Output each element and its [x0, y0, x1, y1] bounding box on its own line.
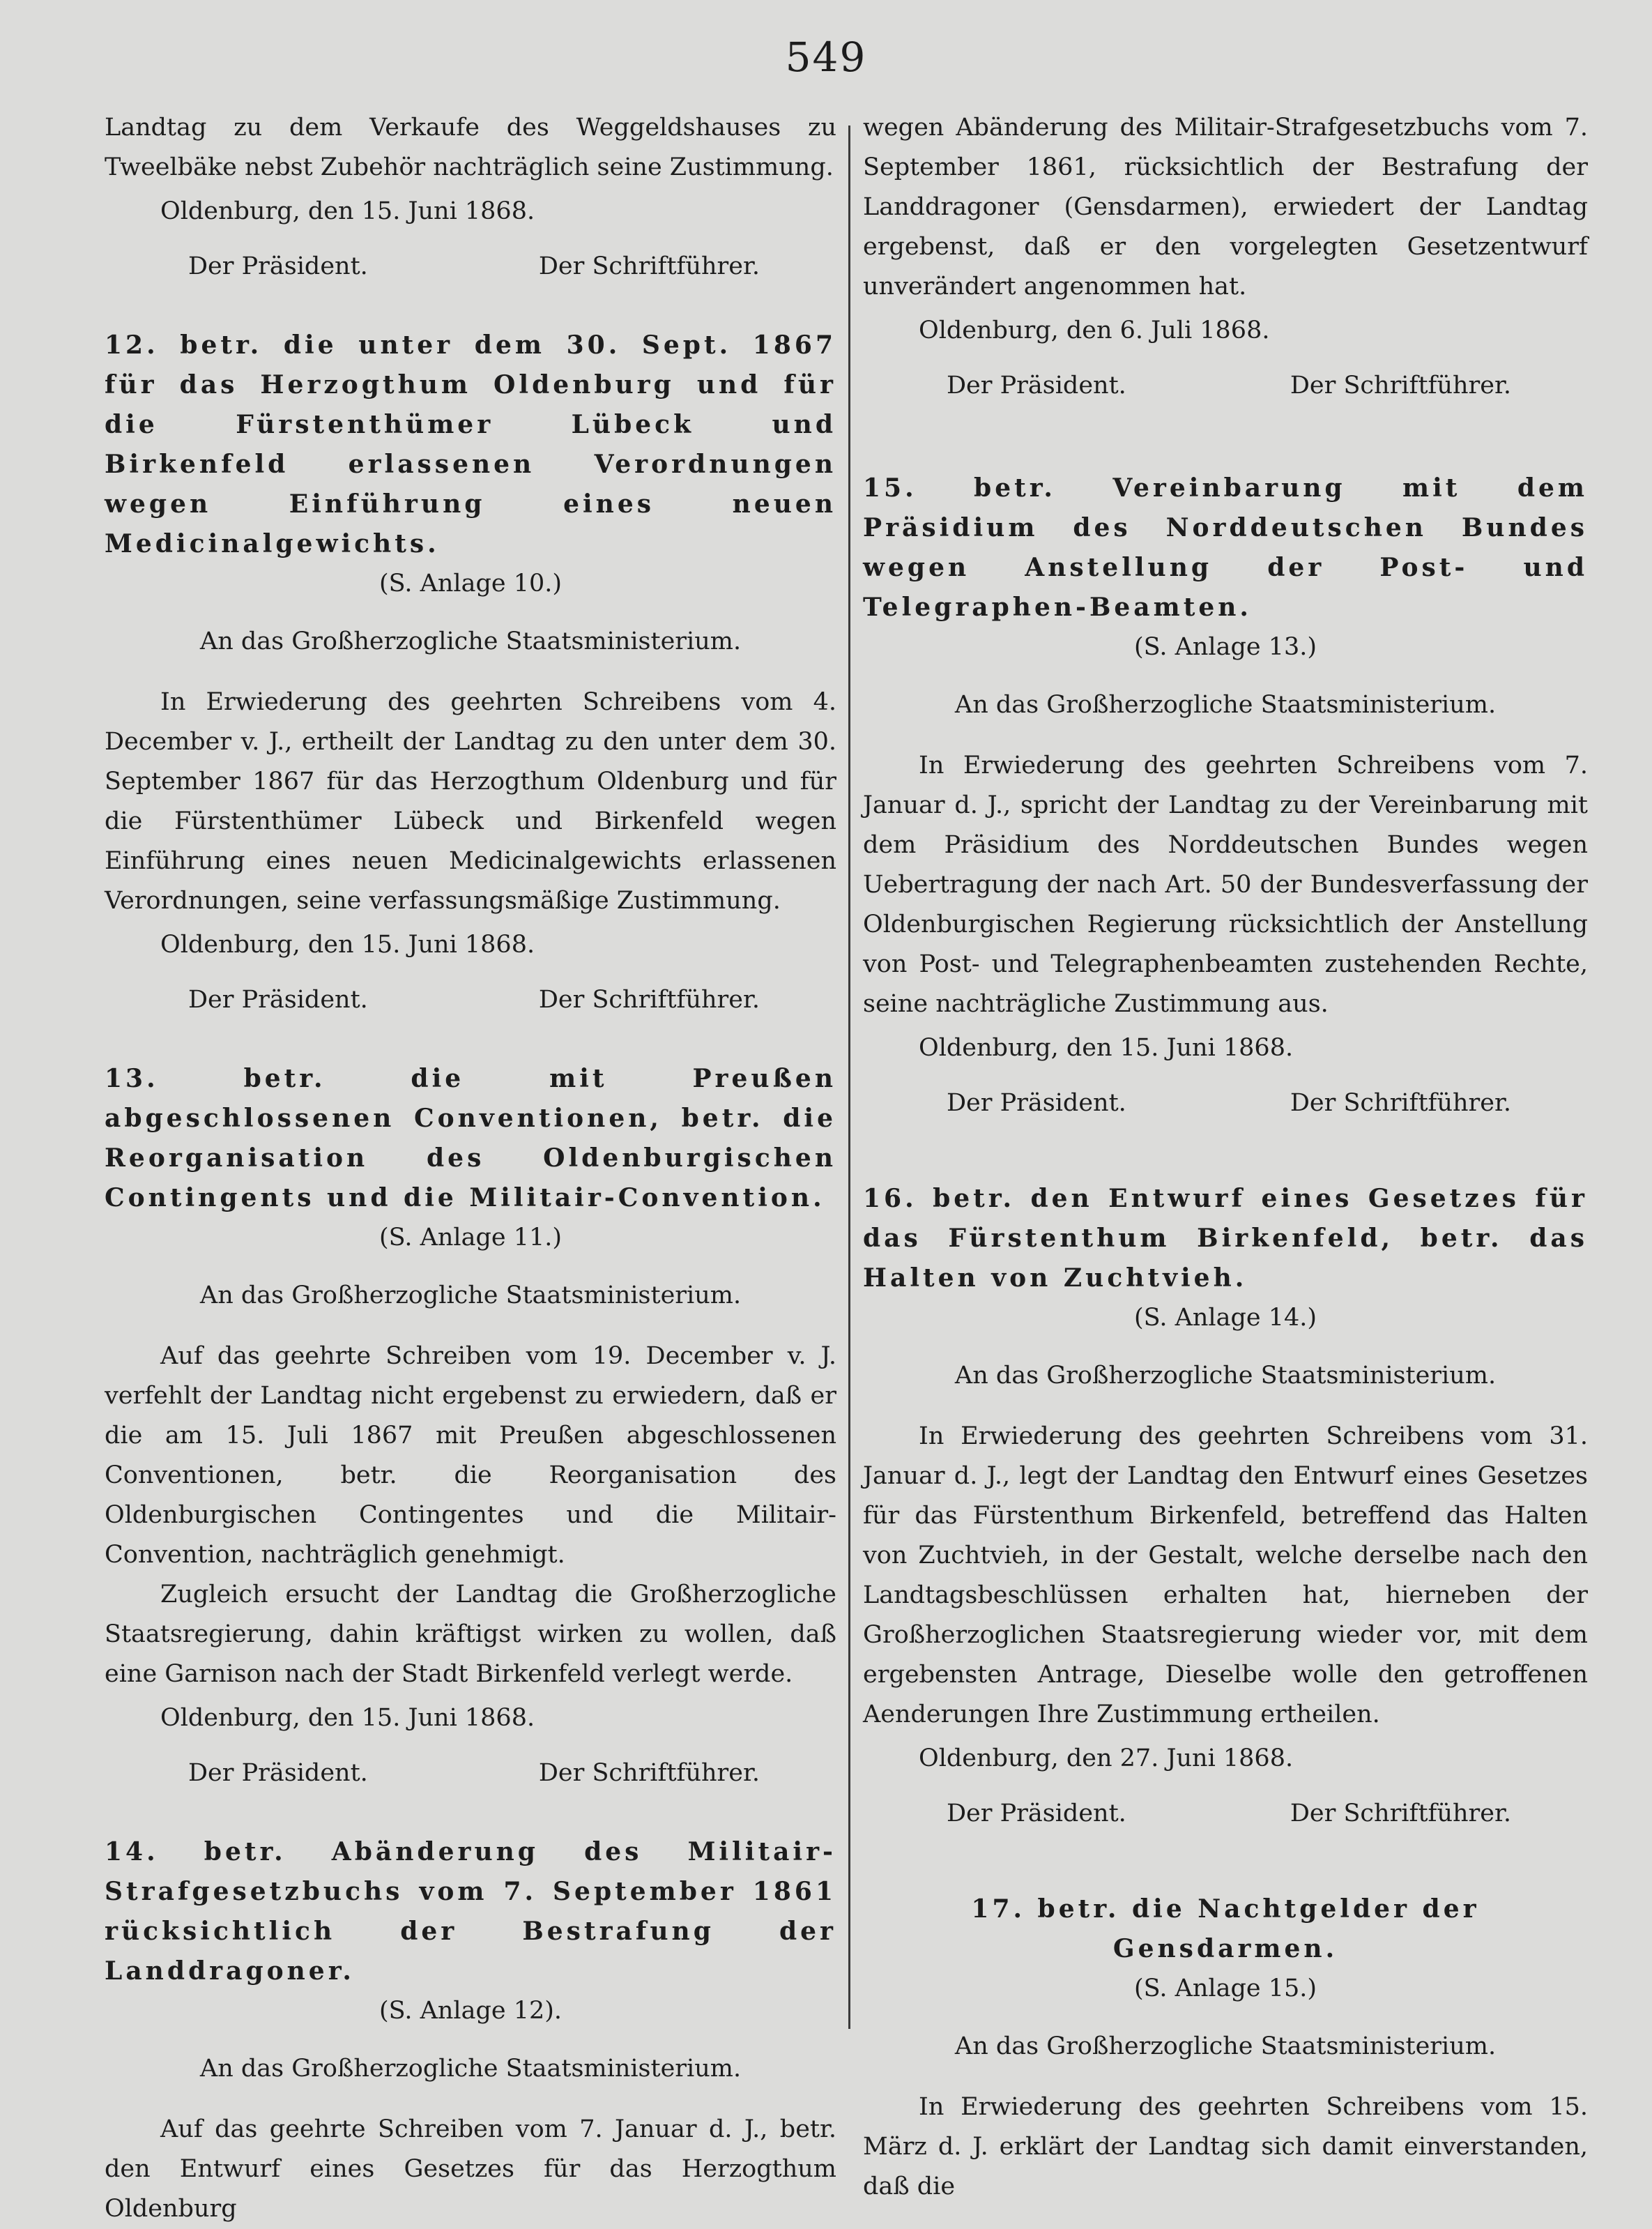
section-13-anlage: (S. Anlage 11.) [378, 1224, 563, 1252]
section-16-date: Oldenburg, den 27. Juni 1868. [919, 1744, 1294, 1772]
signature-secretary: Der Schriftführer. [1290, 1089, 1511, 1117]
signature-president: Der Präsident. [947, 372, 1126, 400]
section-13-body-2: Zugleich ersucht der Landtag die Großherzogliche Staatsregierung, dahin kräftigst wirken zu wollen, daß eine Garnison nach der Stadt Birkenfeld verlegt werde. [105, 1581, 836, 1688]
section-15-body: In Erwiederung des geehrten Schreibens vom 7. Januar d. J., spricht der Landtag zu der Vereinbarung mit dem Präsidium des Norddeutschen Bundes wegen Uebertragung der nach Art. 50 der Bundesverfassung der Oldenburgischen Regierung rücksichtlich der Anstellung von Post- und Telegraphenbeamten zustehenden Rechte, seine nachträgliche Zustimmung aus. [863, 752, 1588, 1018]
intro-signatures [105, 247, 836, 287]
section-17-heading: 17. betr. die Nachtgelder der Gensdarmen. [971, 1894, 1480, 1963]
signature-secretary: Der Schriftführer. [1290, 1800, 1511, 1827]
section-15-date: Oldenburg, den 15. Juni 1868. [919, 1034, 1294, 1062]
section-14-heading: 14. betr. Abänderung des Militair-Strafgesetzbuchs vom 7. September 1861 rücksichtlich der Bestrafung der Landdragoner. [105, 1837, 836, 1986]
section-15-addressee: An das Großherzogliche Staatsministerium. [954, 691, 1497, 719]
signature-president: Der Präsident. [947, 1800, 1126, 1827]
section-16-heading: 16. betr. den Entwurf eines Gesetzes für das Fürstenthum Birkenfeld, betr. das Halten von Zuchtvieh. [863, 1184, 1588, 1293]
section-13-heading: 13. betr. die mit Preußen abgeschlossenen Conventionen, betr. die Reorganisation des Oldenburgischen Contingents und die Militair-Convention. [105, 1064, 836, 1212]
section-14-date: Oldenburg, den 6. Juli 1868. [919, 317, 1270, 344]
signature-secretary: Der Schriftführer. [538, 1759, 760, 1787]
section-13-signatures [105, 1753, 836, 1793]
section-15-heading: 15. betr. Vereinbarung mit dem Präsidium des Norddeutschen Bundes wegen Anstellung der Post- und Telegraphen-Beamten. [863, 473, 1588, 622]
section-12-anlage: (S. Anlage 10.) [378, 570, 563, 598]
signature-president: Der Präsident. [188, 1759, 368, 1787]
signature-president: Der Präsident. [188, 252, 368, 280]
section-14-body: Auf das geehrte Schreiben vom 7. Januar d. J., betr. den Entwurf eines Gesetzes für das Herzogthum Oldenburg [105, 2115, 836, 2223]
right-column [863, 108, 1588, 2207]
left-column [105, 108, 836, 2229]
section-12-body: In Erwiederung des geehrten Schreibens vom 4. December v. J., ertheilt der Landtag zu den unter dem 30. September 1867 für das Herzogthum Oldenburg und für die Fürstenthümer Lübeck und Birkenfeld wegen Einführung eines neuen Medicinalgewichts erlassenen Verordnungen, seine verfassungsmäßige Zustimmung. [105, 688, 836, 915]
section-17-addressee: An das Großherzogliche Staatsministerium. [954, 2032, 1497, 2060]
section-12-addressee: An das Großherzogliche Staatsministerium. [199, 627, 742, 655]
page-number: 549 [785, 33, 867, 81]
section-14-addressee: An das Großherzogliche Staatsministerium. [199, 2055, 742, 2083]
section-13-addressee: An das Großherzogliche Staatsministerium. [199, 1281, 742, 1309]
section-14-anlage: (S. Anlage 12). [378, 1997, 563, 2025]
signature-secretary: Der Schriftführer. [538, 986, 760, 1014]
signature-secretary: Der Schriftführer. [538, 252, 760, 280]
section-13-date: Oldenburg, den 15. Juni 1868. [160, 1704, 535, 1732]
section-16-addressee: An das Großherzogliche Staatsministerium. [954, 1362, 1497, 1390]
signature-secretary: Der Schriftführer. [1290, 372, 1511, 400]
signature-president: Der Präsident. [947, 1089, 1126, 1117]
section-17-body: In Erwiederung des geehrten Schreibens vom 15. März d. J. erklärt der Landtag sich damit einverstanden, daß die [863, 2093, 1588, 2200]
section-14-continuation: wegen Abänderung des Militair-Strafgesetzbuchs vom 7. September 1861, rücksichtlich der Bestrafung der Landdragoner (Gensdarmen), erwiedert der Landtag ergebenst, daß er den vorgelegten Gesetzentwurf unverändert angenommen hat. [863, 114, 1588, 301]
intro-date: Oldenburg, den 15. Juni 1868. [160, 197, 535, 225]
section-17-anlage: (S. Anlage 15.) [1133, 1975, 1317, 2002]
column-divider [848, 125, 850, 2029]
section-15-anlage: (S. Anlage 13.) [1133, 633, 1317, 661]
section-16-signatures [863, 1794, 1588, 1834]
section-16-anlage: (S. Anlage 14.) [1133, 1304, 1317, 1332]
section-14-signatures [863, 366, 1588, 406]
section-12-signatures [105, 980, 836, 1020]
section-16-body: In Erwiederung des geehrten Schreibens vom 31. Januar d. J., legt der Landtag den Entwurf eines Gesetzes für das Fürstenthum Birkenfeld, betreffend das Halten von Zuchtvieh, in der Gestalt, welche derselbe nach den Landtagsbeschlüssen erhalten hat, hierneben der Großherzoglichen Staatsregierung wieder vor, mit dem ergebensten Antrage, Dieselbe wolle den getroffenen Aenderungen Ihre Zustimmung ertheilen. [863, 1422, 1588, 1728]
section-12-heading: 12. betr. die unter dem 30. Sept. 1867 für das Herzogthum Oldenburg und für die Fürstenthümer Lübeck und Birkenfeld erlassenen Verordnungen wegen Einführung eines neuen Medicinalgewichts. [105, 330, 836, 558]
signature-president: Der Präsident. [188, 986, 368, 1014]
intro-text: Landtag zu dem Verkaufe des Weggeldshauses zu Tweelbäke nebst Zubehör nachträglich seine Zustimmung. [105, 114, 836, 181]
section-15-signatures [863, 1083, 1588, 1123]
section-12-date: Oldenburg, den 15. Juni 1868. [160, 931, 535, 959]
section-13-body-1: Auf das geehrte Schreiben vom 19. December v. J. verfehlt der Landtag nicht ergebenst zu erwiedern, daß er die am 15. Juli 1867 mit Preußen abgeschlossenen Conventionen, betr. die Reorganisation des Oldenburgischen Contingentes und die Militair-Convention, nachträglich genehmigt. [105, 1342, 836, 1569]
